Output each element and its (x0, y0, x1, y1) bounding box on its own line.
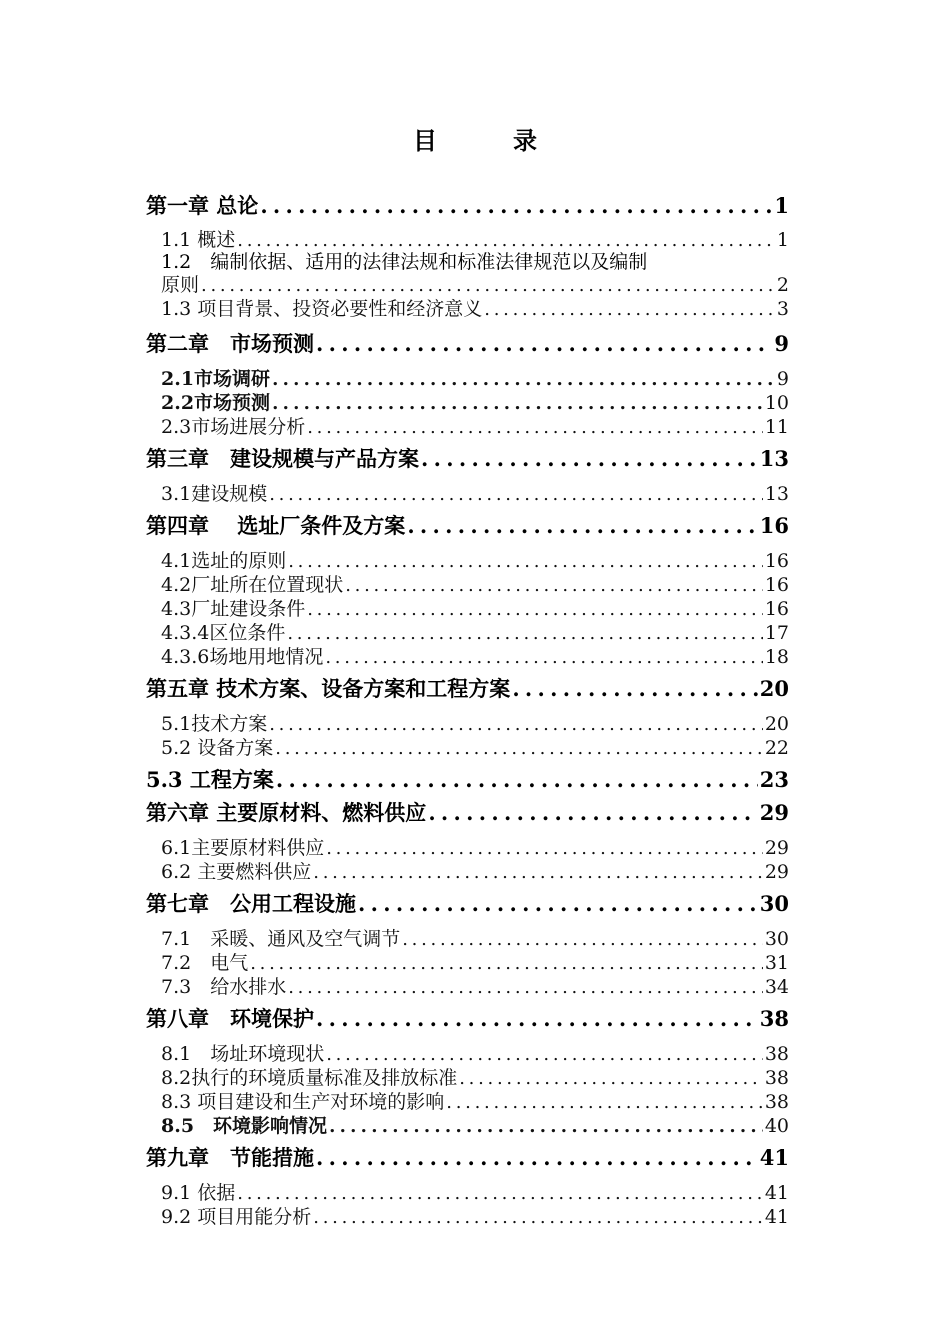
toc-section-1-2-line1[interactable]: 1.2 编制依据、适用的法律法规和标准法律规范以及编制 (161, 251, 648, 273)
toc-entry-text: 2.3市场进展分析 (161, 416, 306, 438)
leader-dots (428, 800, 757, 825)
toc-page-number: 13 (764, 483, 789, 505)
toc-entry-text: 2.2市场预测 (161, 392, 271, 414)
leader-dots (358, 891, 758, 916)
toc-section-6-1[interactable] (161, 833, 789, 857)
toc-entry-text: 第九章 节能措施 (146, 1145, 314, 1170)
toc-section-9-2[interactable] (161, 1202, 789, 1226)
toc-page-number: 30 (759, 891, 789, 916)
toc-section-4-3-4[interactable] (161, 618, 789, 642)
page-title: 目 录 (413, 126, 563, 155)
toc-page-number: 22 (764, 737, 789, 759)
leader-dots (316, 1145, 758, 1170)
toc-chapter-4[interactable] (146, 510, 789, 538)
leader-dots (326, 1044, 763, 1065)
toc-section-8-3[interactable] (161, 1087, 789, 1111)
leader-dots (287, 623, 762, 644)
toc-section-3-1[interactable] (161, 479, 789, 503)
leader-dots (407, 513, 757, 538)
leader-dots (345, 575, 763, 596)
toc-page-number: 38 (764, 1067, 789, 1089)
toc-entry-text: 第四章 选址厂条件及方案 (146, 513, 406, 538)
toc-entry-text: 4.2厂址所在位置现状 (161, 574, 344, 596)
toc-page-number: 10 (764, 392, 789, 414)
toc-chapter-3[interactable] (146, 443, 789, 471)
toc-section-8-5[interactable] (161, 1111, 789, 1135)
toc-entry-text: 9.2 项目用能分析 (161, 1206, 312, 1228)
toc-entry-text: 第七章 公用工程设施 (146, 891, 356, 916)
toc-section-2-2[interactable] (161, 388, 789, 412)
leader-dots (307, 599, 763, 620)
toc-page-number: 16 (764, 550, 789, 572)
leader-dots (201, 275, 775, 296)
toc-page-number: 9 (774, 331, 789, 356)
toc-section-6-2[interactable] (161, 857, 789, 881)
toc-page-number: 38 (764, 1091, 789, 1113)
toc-entry-text: 第六章 主要原材料、燃料供应 (146, 800, 427, 825)
leader-dots (484, 299, 775, 320)
toc-entry-text: 4.1选址的原则 (161, 550, 287, 572)
toc-page-number: 41 (764, 1206, 789, 1228)
toc-entry-text: 5.2 设备方案 (161, 737, 274, 759)
leader-dots (316, 331, 772, 356)
toc-page-number: 20 (759, 676, 789, 701)
toc-page-number: 41 (764, 1182, 789, 1204)
leader-dots (329, 1116, 763, 1137)
toc-entry-text: 1.1 概述 (161, 229, 236, 251)
toc-entry-text: 第一章 总论 (146, 193, 259, 218)
toc-section-2-1[interactable] (161, 364, 789, 388)
toc-page-number: 38 (764, 1043, 789, 1065)
toc-section-4-1[interactable] (161, 546, 789, 570)
toc-page-number: 1 (776, 229, 789, 251)
toc-section-7-2[interactable] (161, 948, 789, 972)
toc-page-number: 18 (764, 646, 789, 668)
toc-chapter-2[interactable] (146, 328, 789, 356)
leader-dots (325, 647, 762, 668)
leader-dots (459, 1068, 763, 1089)
toc-page-number: 31 (764, 952, 789, 974)
toc-section-1-3[interactable] (161, 294, 789, 318)
toc-entry-text: 8.5 环境影响情况 (161, 1115, 328, 1137)
toc-section-9-1[interactable] (161, 1178, 789, 1202)
toc-entry-text: 7.2 电气 (161, 952, 249, 974)
toc-page-number: 29 (764, 861, 789, 883)
toc-entry-text: 8.1 场址环境现状 (161, 1043, 325, 1065)
toc-page-number: 20 (764, 713, 789, 735)
toc-section-5-1[interactable] (161, 709, 789, 733)
toc-page-number: 16 (759, 513, 789, 538)
toc-entry-text: 8.3 项目建设和生产对环境的影响 (161, 1091, 445, 1113)
toc-page-number: 41 (759, 1145, 789, 1170)
leader-dots (276, 767, 758, 792)
toc-page-number: 16 (764, 574, 789, 596)
toc-page-number: 17 (764, 622, 789, 644)
toc-entry-text: 7.1 采暖、通风及空气调节 (161, 928, 401, 950)
leader-dots (260, 193, 772, 218)
toc-entry-text: 7.3 给水排水 (161, 976, 287, 998)
toc-chapter-5[interactable] (146, 673, 789, 701)
toc-entry-text: 4.3厂址建设条件 (161, 598, 306, 620)
toc-page-number: 38 (759, 1006, 789, 1031)
toc-section-4-3[interactable] (161, 594, 789, 618)
toc-chapter-1[interactable] (146, 190, 789, 218)
toc-page-number: 29 (759, 800, 789, 825)
leader-dots (307, 417, 763, 438)
toc-entry-text: 4.3.6场地用地情况 (161, 646, 324, 668)
leader-dots (446, 1092, 763, 1113)
leader-dots (272, 393, 763, 414)
toc-section-1-2[interactable] (161, 270, 789, 294)
toc-page-number: 30 (764, 928, 789, 950)
toc-entry-text: 第八章 环境保护 (146, 1006, 314, 1031)
leader-dots (275, 738, 763, 759)
toc-section-8-1[interactable] (161, 1039, 789, 1063)
toc-page-number: 23 (759, 767, 789, 792)
toc-section-5-3[interactable] (146, 764, 789, 792)
toc-entry-text: 第二章 市场预测 (146, 331, 314, 356)
toc-entry-text: 5.3 工程方案 (146, 767, 274, 792)
toc-entry-text: 8.2执行的环境质量标准及排放标准 (161, 1067, 458, 1089)
toc-entry-text: 第三章 建设规模与产品方案 (146, 446, 419, 471)
toc-page-number: 11 (764, 416, 789, 438)
toc-entry-text: 3.1建设规模 (161, 483, 268, 505)
toc-page-number: 29 (764, 837, 789, 859)
leader-dots (326, 838, 763, 859)
toc-section-5-2[interactable] (161, 733, 789, 757)
leader-dots (402, 929, 763, 950)
toc-entry-text: 4.3.4区位条件 (161, 622, 286, 644)
toc-section-8-2[interactable] (161, 1063, 789, 1087)
leader-dots (313, 1207, 763, 1228)
leader-dots (269, 714, 763, 735)
toc-section-4-2[interactable] (161, 570, 789, 594)
leader-dots (512, 676, 757, 701)
leader-dots (288, 977, 763, 998)
toc-section-7-3[interactable] (161, 972, 789, 996)
toc-chapter-8[interactable] (146, 1003, 789, 1031)
toc-entry-text: 9.1 依据 (161, 1182, 236, 1204)
toc-page-number: 2 (776, 274, 789, 296)
toc-page-number: 3 (776, 298, 789, 320)
toc-entry-text: 1.3 项目背景、投资必要性和经济意义 (161, 298, 483, 320)
leader-dots (272, 369, 775, 390)
toc-entry-text: 5.1技术方案 (161, 713, 268, 735)
leader-dots (237, 1183, 763, 1204)
toc-entry-text: 原则 (161, 274, 200, 296)
toc-page-number: 1 (774, 193, 789, 218)
toc-chapter-9[interactable] (146, 1142, 789, 1170)
toc-page-number: 9 (776, 368, 789, 390)
toc-page-number: 34 (764, 976, 789, 998)
toc-page-number: 40 (764, 1115, 789, 1137)
toc-section-7-1[interactable] (161, 924, 789, 948)
toc-entry-text: 2.1市场调研 (161, 368, 271, 390)
toc-chapter-6[interactable] (146, 797, 789, 825)
leader-dots (288, 551, 763, 572)
leader-dots (250, 953, 763, 974)
toc-page-number: 16 (764, 598, 789, 620)
toc-entry-text: 6.1主要原材料供应 (161, 837, 325, 859)
toc-section-4-3-6[interactable] (161, 642, 789, 666)
leader-dots (316, 1006, 758, 1031)
leader-dots (313, 862, 763, 883)
leader-dots (269, 484, 763, 505)
toc-page-number: 13 (759, 446, 789, 471)
toc-entry-text: 6.2 主要燃料供应 (161, 861, 312, 883)
toc-chapter-7[interactable] (146, 888, 789, 916)
toc-section-1-1[interactable] (161, 225, 789, 249)
toc-section-2-3[interactable] (161, 412, 789, 436)
leader-dots (421, 446, 758, 471)
toc-entry-text: 第五章 技术方案、设备方案和工程方案 (146, 676, 511, 701)
